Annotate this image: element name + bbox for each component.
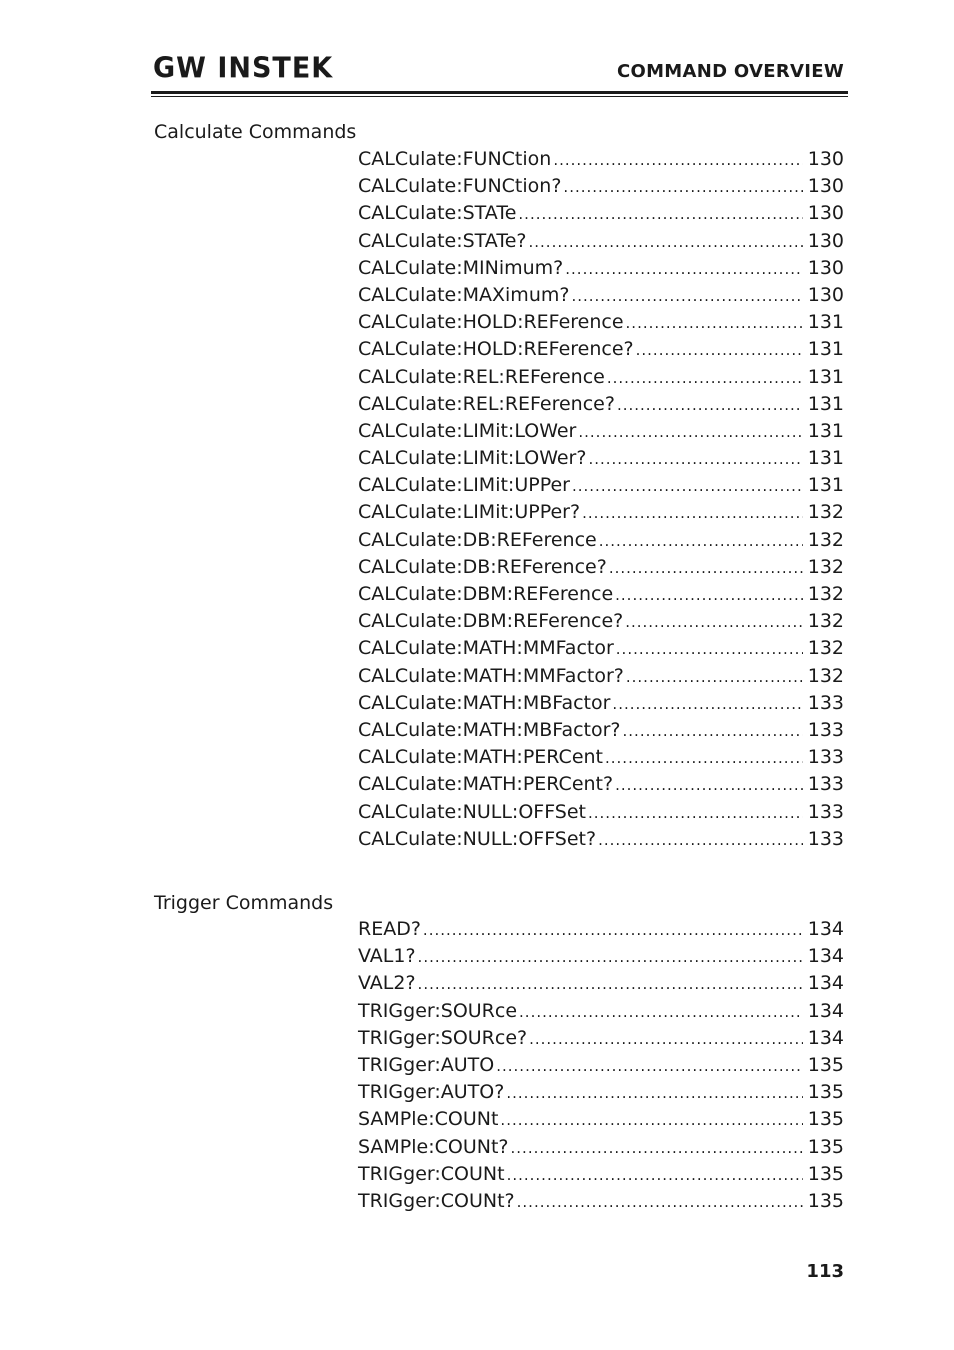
toc-entry-page: 132 (807, 555, 844, 578)
toc-entry[interactable] (358, 663, 844, 690)
dot-leader (615, 772, 803, 799)
dot-leader (616, 636, 803, 663)
toc-entry-label: SAMPle:COUNt (358, 1108, 499, 1131)
toc-entry-page: 132 (807, 501, 844, 524)
toc-entry[interactable] (358, 445, 844, 472)
toc-entry[interactable] (358, 1188, 844, 1215)
dot-leader (615, 582, 803, 609)
toc-entry[interactable] (358, 554, 844, 581)
toc-entry-label: CALCulate:DB:REFerence? (358, 555, 607, 578)
toc-entry-page: 133 (807, 827, 844, 850)
dot-leader (511, 1135, 803, 1162)
toc-entry-page: 130 (807, 175, 844, 198)
toc-entry-page: 130 (807, 283, 844, 306)
toc-entry-page: 130 (807, 256, 844, 279)
toc-entry[interactable] (358, 771, 844, 798)
toc-entry-page: 134 (807, 972, 844, 995)
dot-leader (588, 446, 802, 473)
brand-logo (153, 54, 333, 84)
toc-entry[interactable] (358, 717, 844, 744)
toc-entry-label: CALCulate:LIMit:LOWer? (358, 447, 587, 470)
dot-leader (598, 827, 803, 854)
toc-entry-page: 135 (807, 1189, 844, 1212)
brand-logo-text: GW INSTEK (153, 52, 334, 85)
toc-entry[interactable] (358, 146, 844, 173)
toc-entry-label: TRIGger:SOURce (358, 999, 518, 1022)
toc-entry[interactable] (358, 418, 844, 445)
toc-entry[interactable] (358, 916, 844, 943)
toc-entry-label: CALCulate:FUNCtion? (358, 175, 562, 198)
header-rule-thin (151, 96, 848, 97)
dot-leader (563, 174, 802, 201)
toc-entry-page: 131 (807, 474, 844, 497)
toc-entry-label: CALCulate:HOLD:REFerence? (358, 338, 634, 361)
toc-entry[interactable] (358, 391, 844, 418)
dot-leader (572, 473, 803, 500)
toc-entry-label: VAL2? (358, 972, 416, 995)
toc-entry-page: 132 (807, 637, 844, 660)
toc-entry[interactable] (358, 943, 844, 970)
toc-entry-label: CALCulate:LIMit:UPPer (358, 474, 570, 497)
toc-entry-label: CALCulate:MATH:PERCent? (358, 773, 614, 796)
toc-entry[interactable] (358, 690, 844, 717)
page-number: 113 (806, 1261, 844, 1282)
dot-leader (529, 1026, 803, 1053)
toc-entry[interactable] (358, 581, 844, 608)
dot-leader (625, 609, 803, 636)
toc-entry-page: 131 (807, 338, 844, 361)
calculate-commands-heading: Calculate Commands (154, 121, 357, 143)
toc-entry-label: CALCulate:MATH:MMFactor? (358, 664, 624, 687)
toc-entry-page: 134 (807, 999, 844, 1022)
dot-leader (496, 1053, 803, 1080)
toc-entry[interactable] (358, 608, 844, 635)
toc-entry-label: CALCulate:REL:REFerence? (358, 392, 615, 415)
toc-entry-label: TRIGger:AUTO? (358, 1081, 505, 1104)
toc-entry-page: 135 (807, 1162, 844, 1185)
dot-leader (500, 1107, 802, 1134)
toc-entry[interactable] (358, 228, 844, 255)
toc-entry-page: 132 (807, 583, 844, 605)
toc-entry[interactable] (358, 998, 844, 1025)
dot-leader (553, 147, 802, 174)
dot-leader (418, 944, 803, 971)
trigger-commands-list (358, 916, 844, 1215)
toc-entry-page: 131 (807, 447, 844, 470)
dot-leader (519, 999, 803, 1026)
toc-entry[interactable] (358, 255, 844, 282)
toc-entry-label: CALCulate:NULL:OFFSet? (358, 827, 597, 850)
toc-entry-label: TRIGger:SOURce? (358, 1026, 528, 1049)
toc-entry-label: CALCulate:MATH:MBFactor? (358, 718, 621, 741)
toc-entry-label: CALCulate:MINimum? (358, 256, 564, 279)
toc-entry-label: CALCulate:STATe? (358, 229, 527, 252)
toc-entry[interactable] (358, 799, 844, 826)
toc-entry-label: CALCulate:DB:REFerence (358, 528, 597, 551)
dot-leader (507, 1162, 803, 1189)
toc-entry[interactable] (358, 1134, 844, 1161)
dot-leader (517, 1189, 803, 1216)
toc-entry-label: CALCulate:MATH:MMFactor (358, 637, 614, 660)
dot-leader (529, 229, 803, 256)
toc-entry-page: 133 (807, 691, 844, 714)
dot-leader (636, 337, 803, 364)
dot-leader (605, 745, 803, 772)
toc-entry[interactable] (358, 970, 844, 997)
toc-entry[interactable] (358, 1079, 844, 1106)
toc-entry[interactable] (358, 336, 844, 363)
toc-entry[interactable] (358, 1106, 844, 1133)
toc-entry[interactable] (358, 1025, 844, 1052)
toc-entry-page: 130 (807, 148, 844, 170)
dot-leader (626, 664, 803, 691)
dot-leader (623, 718, 803, 745)
toc-entry-label: TRIGger:AUTO (358, 1053, 495, 1076)
toc-entry-label: CALCulate:STATe (358, 202, 517, 225)
dot-leader (578, 419, 802, 446)
toc-entry-label: VAL1? (358, 945, 416, 968)
toc-entry-label: CALCulate:MAXimum? (358, 283, 570, 306)
toc-entry[interactable] (358, 364, 844, 391)
toc-entry[interactable] (358, 309, 844, 336)
dot-leader (571, 283, 802, 310)
toc-entry-page: 133 (807, 746, 844, 769)
toc-entry-page: 134 (807, 918, 844, 940)
toc-entry-label: CALCulate:REL:REFerence (358, 365, 605, 388)
toc-entry-page: 132 (807, 610, 844, 633)
toc-entry-label: CALCulate:LIMit:LOWer (358, 419, 577, 442)
toc-entry-label: TRIGger:COUNt? (358, 1189, 515, 1212)
dot-leader (506, 1080, 802, 1107)
dot-leader (617, 392, 803, 419)
toc-entry-label: CALCulate:LIMit:UPPer? (358, 501, 581, 524)
toc-entry-label: CALCulate:DBM:REFerence? (358, 610, 624, 633)
toc-entry-page: 135 (807, 1081, 844, 1104)
dot-leader (582, 500, 803, 527)
toc-entry-page: 133 (807, 773, 844, 796)
toc-entry[interactable] (358, 1052, 844, 1079)
trigger-commands-heading: Trigger Commands (154, 892, 334, 914)
dot-leader (418, 971, 803, 998)
toc-entry-label: READ? (358, 918, 421, 940)
toc-entry-label: CALCulate:FUNCtion (358, 148, 552, 170)
dot-leader (588, 800, 803, 827)
toc-entry-page: 135 (807, 1108, 844, 1131)
toc-entry-page: 131 (807, 392, 844, 415)
dot-leader (423, 917, 803, 944)
toc-entry[interactable] (358, 826, 844, 853)
dot-leader (612, 691, 802, 718)
toc-entry-page: 130 (807, 202, 844, 225)
dot-leader (626, 310, 803, 337)
toc-entry-label: CALCulate:MATH:MBFactor (358, 691, 611, 714)
toc-entry[interactable] (358, 744, 844, 771)
toc-entry[interactable] (358, 499, 844, 526)
toc-entry-page: 132 (807, 528, 844, 551)
toc-entry-page: 134 (807, 1026, 844, 1049)
toc-entry[interactable] (358, 527, 844, 554)
toc-entry[interactable] (358, 173, 844, 200)
toc-entry[interactable] (358, 282, 844, 309)
toc-entry-label: CALCulate:MATH:PERCent (358, 746, 603, 769)
toc-entry-label: CALCulate:NULL:OFFSet (358, 800, 586, 823)
toc-entry-page: 133 (807, 800, 844, 823)
toc-entry-page: 130 (807, 229, 844, 252)
dot-leader (518, 201, 802, 228)
toc-entry-page: 133 (807, 718, 844, 741)
toc-entry[interactable] (358, 635, 844, 662)
toc-entry-page: 135 (807, 1135, 844, 1158)
section-title: COMMAND OVERVIEW (616, 61, 844, 82)
toc-entry-label: CALCulate:HOLD:REFerence (358, 311, 624, 334)
dot-leader (565, 256, 802, 283)
toc-entry-label: SAMPle:COUNt? (358, 1135, 509, 1158)
toc-entry-label: TRIGger:COUNt (358, 1162, 505, 1185)
dot-leader (599, 528, 803, 555)
dot-leader (607, 365, 803, 392)
toc-entry-page: 134 (807, 945, 844, 968)
dot-leader (609, 555, 803, 582)
toc-entry-page: 131 (807, 311, 844, 334)
header-rule-thick (151, 91, 848, 94)
toc-entry[interactable] (358, 472, 844, 499)
toc-entry-page: 135 (807, 1053, 844, 1076)
toc-entry[interactable] (358, 200, 844, 227)
toc-entry[interactable] (358, 1161, 844, 1188)
toc-entry-page: 131 (807, 365, 844, 388)
toc-entry-page: 131 (807, 419, 844, 442)
calculate-commands-list (358, 146, 844, 853)
toc-entry-page: 132 (807, 664, 844, 687)
toc-entry-label: CALCulate:DBM:REFerence (358, 583, 614, 605)
